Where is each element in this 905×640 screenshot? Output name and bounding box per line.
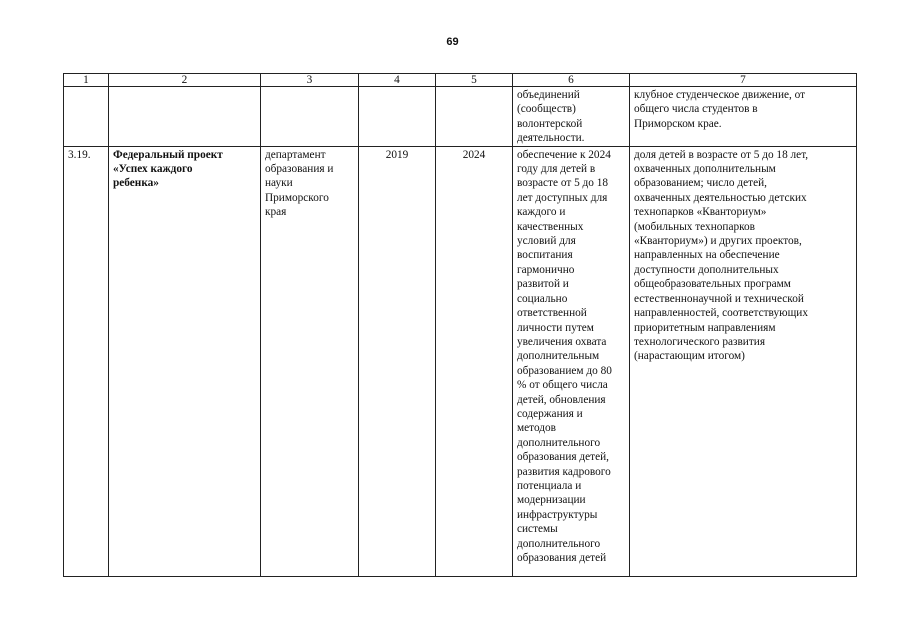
program-table <box>63 73 857 577</box>
project-name: Федеральный проект «Успех каждого ребенка» <box>109 146 261 576</box>
goal-cell: обеспечение к 2024 году для детей в возрасте от 5 до 18 лет доступных для каждого и качественных условий для воспитания гармонично развитой и социально ответственной личности путем увеличения охвата дополнительным образованием до 80 % от общего числа детей, обновления содержания и методов дополнительного образования детей, развития кадрового потенциала и модернизации инфраструктуры системы дополнительного образования детей <box>513 146 630 576</box>
row-number: 3.19. <box>64 146 109 576</box>
table-cell <box>436 87 513 147</box>
start-year: 2019 <box>359 146 436 576</box>
end-year: 2024 <box>436 146 513 576</box>
column-header: 4 <box>359 74 436 87</box>
table-cell <box>359 87 436 147</box>
table-header-row <box>64 74 857 87</box>
page-number: 69 <box>446 36 459 48</box>
table-row <box>64 146 857 576</box>
column-header: 3 <box>261 74 359 87</box>
goal-cell: объединений (сообществ) волонтерской деятельности. <box>513 87 630 147</box>
table-row <box>64 87 857 147</box>
column-header: 7 <box>630 74 857 87</box>
responsible-cell: департамент образования и науки Приморского края <box>261 146 359 576</box>
indicators-cell: доля детей в возрасте от 5 до 18 лет, охваченных дополнительным образованием; число детей, охваченных деятельностью детских технопарков «Кванториум» (мобильных технопарков «Кванториум») и других проектов, направленных на обеспечение доступности дополнительных общеобразовательных программ естественнонаучной и технической направленностей, соответствующих приоритетным направлениям технологического развития (нарастающим итогом) <box>630 146 857 576</box>
table-cell <box>261 87 359 147</box>
column-header: 6 <box>513 74 630 87</box>
column-header: 5 <box>436 74 513 87</box>
table-cell <box>64 87 109 147</box>
table-cell <box>109 87 261 147</box>
indicators-cell: клубное студенческое движение, от общего числа студентов в Приморском крае. <box>630 87 857 147</box>
column-header: 2 <box>109 74 261 87</box>
column-header: 1 <box>64 74 109 87</box>
